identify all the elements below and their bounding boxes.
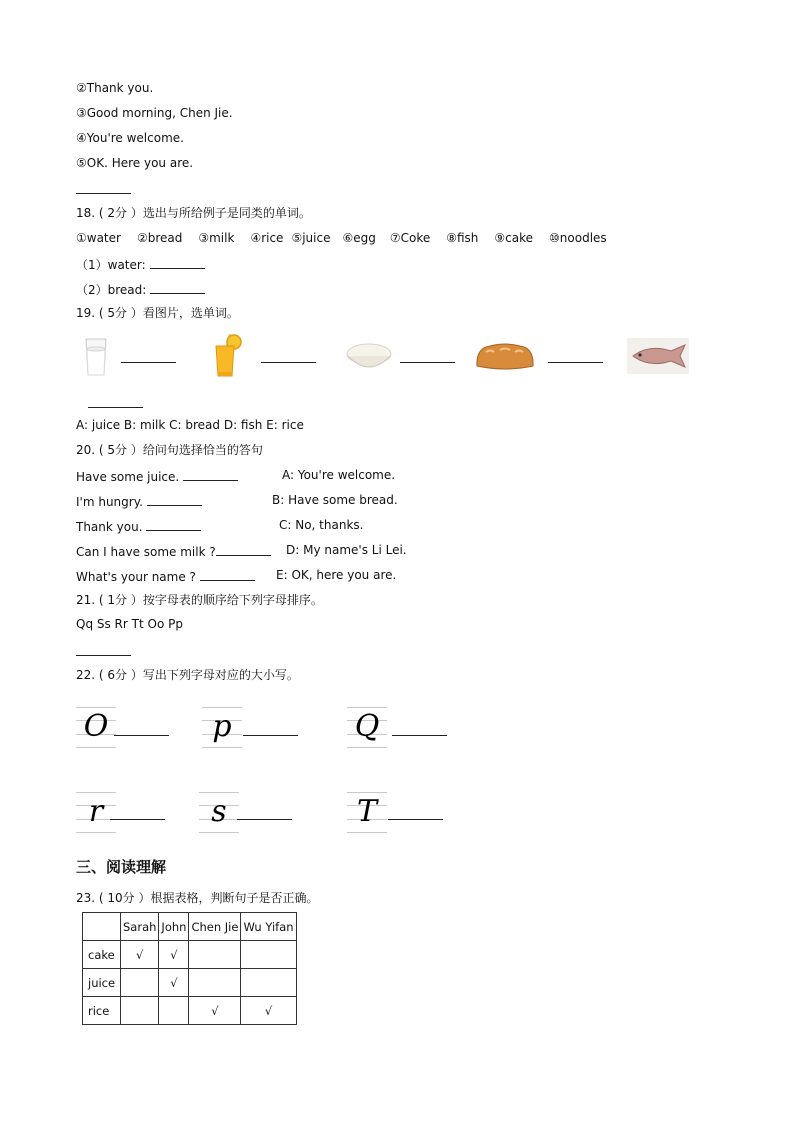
- dialogue-item: ⑤OK. Here you are.: [76, 156, 194, 170]
- table-header-cell: John: [159, 913, 189, 941]
- table-cell: [241, 941, 296, 969]
- q18-title: 18. ( 2分 ）选出与所给例子是同类的单词。: [76, 206, 311, 220]
- q22-title: 22. ( 6分 ）写出下列字母对应的大小写。: [76, 668, 299, 682]
- answer-blank[interactable]: [261, 350, 316, 363]
- q18-options: [76, 231, 607, 246]
- table-cell: √: [121, 941, 159, 969]
- q20-answer: A: You're welcome.: [282, 468, 396, 482]
- answer-blank[interactable]: [243, 723, 298, 736]
- letter-glyph: s: [211, 794, 227, 829]
- milk-glass-image: [80, 335, 112, 377]
- answer-blank[interactable]: [392, 723, 447, 736]
- dialogue-item: ③Good morning, Chen Jie.: [76, 106, 233, 120]
- dialogue-item: ④You're welcome.: [76, 131, 184, 145]
- answer-blank[interactable]: [88, 395, 143, 408]
- answer-blank[interactable]: [150, 256, 205, 269]
- table-cell: [189, 941, 241, 969]
- table-row: [83, 969, 297, 997]
- q20-question: I'm hungry.: [76, 493, 202, 510]
- option: ④rice: [250, 231, 284, 245]
- table-row-label: juice: [83, 969, 121, 997]
- answer-blank[interactable]: [110, 807, 165, 820]
- option: ⑥egg: [342, 231, 376, 245]
- answer-blank[interactable]: [147, 493, 202, 506]
- q20-answer: D: My name's Li Lei.: [286, 543, 407, 557]
- table-row-label: rice: [83, 997, 121, 1025]
- option: ②bread: [136, 231, 183, 245]
- food-preference-table: [82, 912, 297, 1025]
- q19-title: 19. ( 5分 ）看图片，选单词。: [76, 306, 239, 320]
- section-heading: 三、阅读理解: [76, 858, 167, 876]
- table-cell: [121, 997, 159, 1025]
- dialogue-item: ②Thank you.: [76, 81, 154, 95]
- q23-title: 23. ( 10分 ）根据表格，判断句子是否正确。: [76, 891, 319, 905]
- answer-blank[interactable]: [146, 518, 201, 531]
- table-header-cell: Wu Yifan: [241, 913, 296, 941]
- bread-loaf-image: [474, 340, 536, 374]
- option: ①water: [76, 231, 121, 245]
- q18-sub: （1）water:: [76, 256, 205, 273]
- answer-blank[interactable]: [114, 723, 169, 736]
- table-cell: √: [159, 969, 189, 997]
- answer-blank[interactable]: [76, 181, 131, 198]
- answer-blank[interactable]: [76, 643, 131, 656]
- table-cell: [241, 969, 296, 997]
- letter-glyph: Q: [354, 709, 380, 744]
- option: ⑤juice: [291, 231, 331, 245]
- answer-blank[interactable]: [200, 568, 255, 581]
- table-cell: [121, 969, 159, 997]
- answer-blank[interactable]: [237, 807, 292, 820]
- q19-choices: A: juice B: milk C: bread D: fish E: rice: [76, 418, 304, 432]
- table-cell: √: [159, 941, 189, 969]
- q20-question: Thank you.: [76, 518, 201, 535]
- fish-image: [627, 338, 689, 374]
- answer-blank[interactable]: [121, 350, 176, 363]
- table-row: [83, 997, 297, 1025]
- table-cell: √: [241, 997, 296, 1025]
- table-cell: √: [189, 997, 241, 1025]
- letter-glyph: r: [88, 794, 104, 829]
- four-line-box: [347, 788, 387, 836]
- table-header-cell: Chen Jie: [189, 913, 241, 941]
- q21-title: 21. ( 1分 ）按字母表的顺序给下列字母排序。: [76, 593, 323, 607]
- table-cell: [189, 969, 241, 997]
- four-line-box: [199, 788, 239, 836]
- four-line-box: [202, 703, 242, 751]
- four-line-box: [347, 703, 387, 751]
- table-cell: [159, 997, 189, 1025]
- option: ③milk: [198, 231, 235, 245]
- q20-answer: E: OK, here you are.: [276, 568, 397, 582]
- letter-glyph: T: [356, 794, 377, 829]
- option: ⑩noodles: [549, 231, 607, 245]
- q20-question: Have some juice.: [76, 468, 238, 485]
- option: ⑨cake: [494, 231, 534, 245]
- letter-glyph: O: [83, 709, 109, 744]
- q18-sub: （2）bread:: [76, 281, 205, 298]
- answer-blank[interactable]: [400, 350, 455, 363]
- orange-juice-image: [206, 332, 244, 380]
- table-header-cell: Sarah: [121, 913, 159, 941]
- four-line-box: [76, 703, 116, 751]
- q21-letters: Qq Ss Rr Tt Oo Pp: [76, 617, 183, 631]
- answer-blank[interactable]: [548, 350, 603, 363]
- option: ⑦Coke: [389, 231, 431, 245]
- answer-blank[interactable]: [150, 281, 205, 294]
- letter-glyph: p: [212, 709, 232, 744]
- q20-question: Can I have some milk ?: [76, 543, 271, 560]
- option: ⑧fish: [446, 231, 479, 245]
- table-header-row: [83, 913, 297, 941]
- table-row: [83, 941, 297, 969]
- q20-title: 20. ( 5分 ）给问句选择恰当的答句: [76, 443, 263, 457]
- answer-blank[interactable]: [216, 543, 271, 556]
- rice-bowl-image: [344, 340, 394, 376]
- q20-answer: C: No, thanks.: [279, 518, 364, 532]
- answer-blank[interactable]: [183, 468, 238, 481]
- q20-answer: B: Have some bread.: [272, 493, 398, 507]
- table-header-cell: [83, 913, 121, 941]
- table-row-label: cake: [83, 941, 121, 969]
- answer-blank[interactable]: [388, 807, 443, 820]
- q20-question: What's your name ?: [76, 568, 255, 585]
